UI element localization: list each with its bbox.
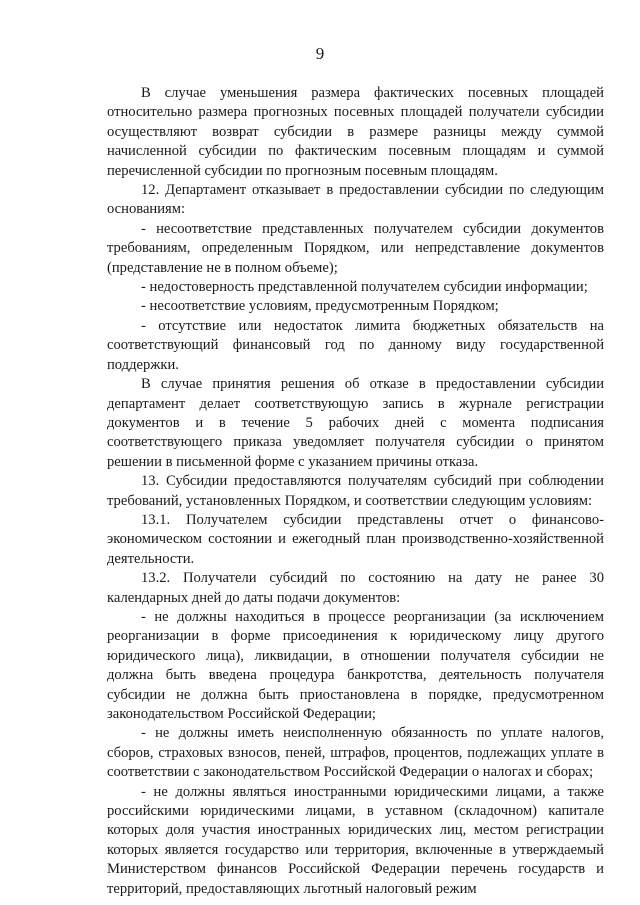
document-body xyxy=(107,84,604,899)
paragraph-13-conditions: 13. Субсидии предоставляются получателям субсидий при соблюдении требований, установленных Порядком, и соответствии следующим условиям: xyxy=(107,473,604,509)
list-item-budget-limit: - отсутствие или недостаток лимита бюджетных обязательств на соответствующий финансовый год по данному виду государственной поддержки. xyxy=(107,317,604,373)
paragraph-refund-on-area-decrease: В случае уменьшения размера фактических посевных площадей относительно размера прогнозных посевных площадей получатели субсидии осуществляют возврат субсидии в размере разницы между суммой начисленной субсидии по фактическим посевным площадям и суммой перечисленной субсидии по прогнозным посевным площадям. xyxy=(107,85,604,179)
list-item-no-tax-debt: - не должны иметь неисполненную обязанность по уплате налогов, сборов, страховых взносов, пеней, штрафов, процентов, подлежащих уплате в соответствии с законодательством Российской Федерации о налогах и сборах; xyxy=(107,725,604,781)
list-item-no-reorganization: - не должны находиться в процессе реорганизации (за исключением реорганизации в форме присоединения к юридическому лицу другого юридического лица), ликвидации, в отношении получателя субсидии не должна быть введена процедура банкротства, деятельность получателя субсидии не должна быть приостановлена в порядке, предусмотренном законодательством Российской Федерации; xyxy=(107,608,604,722)
paragraph-13-1-financial-report: 13.1. Получателем субсидии представлены отчет о финансово-экономическом состоянии и ежегодный план производственно-хозяйственной деятельности. xyxy=(107,511,604,567)
list-item-false-information: - недостоверность представленной получателем субсидии информации; xyxy=(141,279,588,296)
list-item-conditions-noncompliance: - несоответствие условиям, предусмотренным Порядком; xyxy=(141,298,499,315)
paragraph-13-2-recipient-status: 13.2. Получатели субсидий по состоянию на дату не ранее 30 календарных дней до даты подачи документов: xyxy=(107,570,604,606)
page-number: 9 xyxy=(315,44,325,63)
list-item-document-noncompliance: - несоответствие представленных получателем субсидии документов требованиям, определенным Порядком, или непредставление документов (представление не в полном объеме); xyxy=(107,220,604,276)
paragraph-12-refusal-grounds: 12. Департамент отказывает в предоставлении субсидии по следующим основаниям: xyxy=(107,182,604,218)
paragraph-refusal-notification: В случае принятия решения об отказе в предоставлении субсидии департамент делает соответствующую запись в журнале регистрации документов и в течение 5 рабочих дней с момента подписания соответствующего приказа уведомляет получателя субсидии о принятом решении в письменной форме с указанием причины отказа. xyxy=(107,376,604,470)
list-item-no-foreign-entities: - не должны являться иностранными юридическими лицами, а также российскими юридическими лицами, в уставном (складочном) капитале которых доля участия иностранных юридических лиц, местом регистрации которых является государство или территория, включенные в утверждаемый Министерством финансов Российской Федерации перечень государств и территорий, предоставляющих льготный налоговый режим xyxy=(107,783,604,897)
